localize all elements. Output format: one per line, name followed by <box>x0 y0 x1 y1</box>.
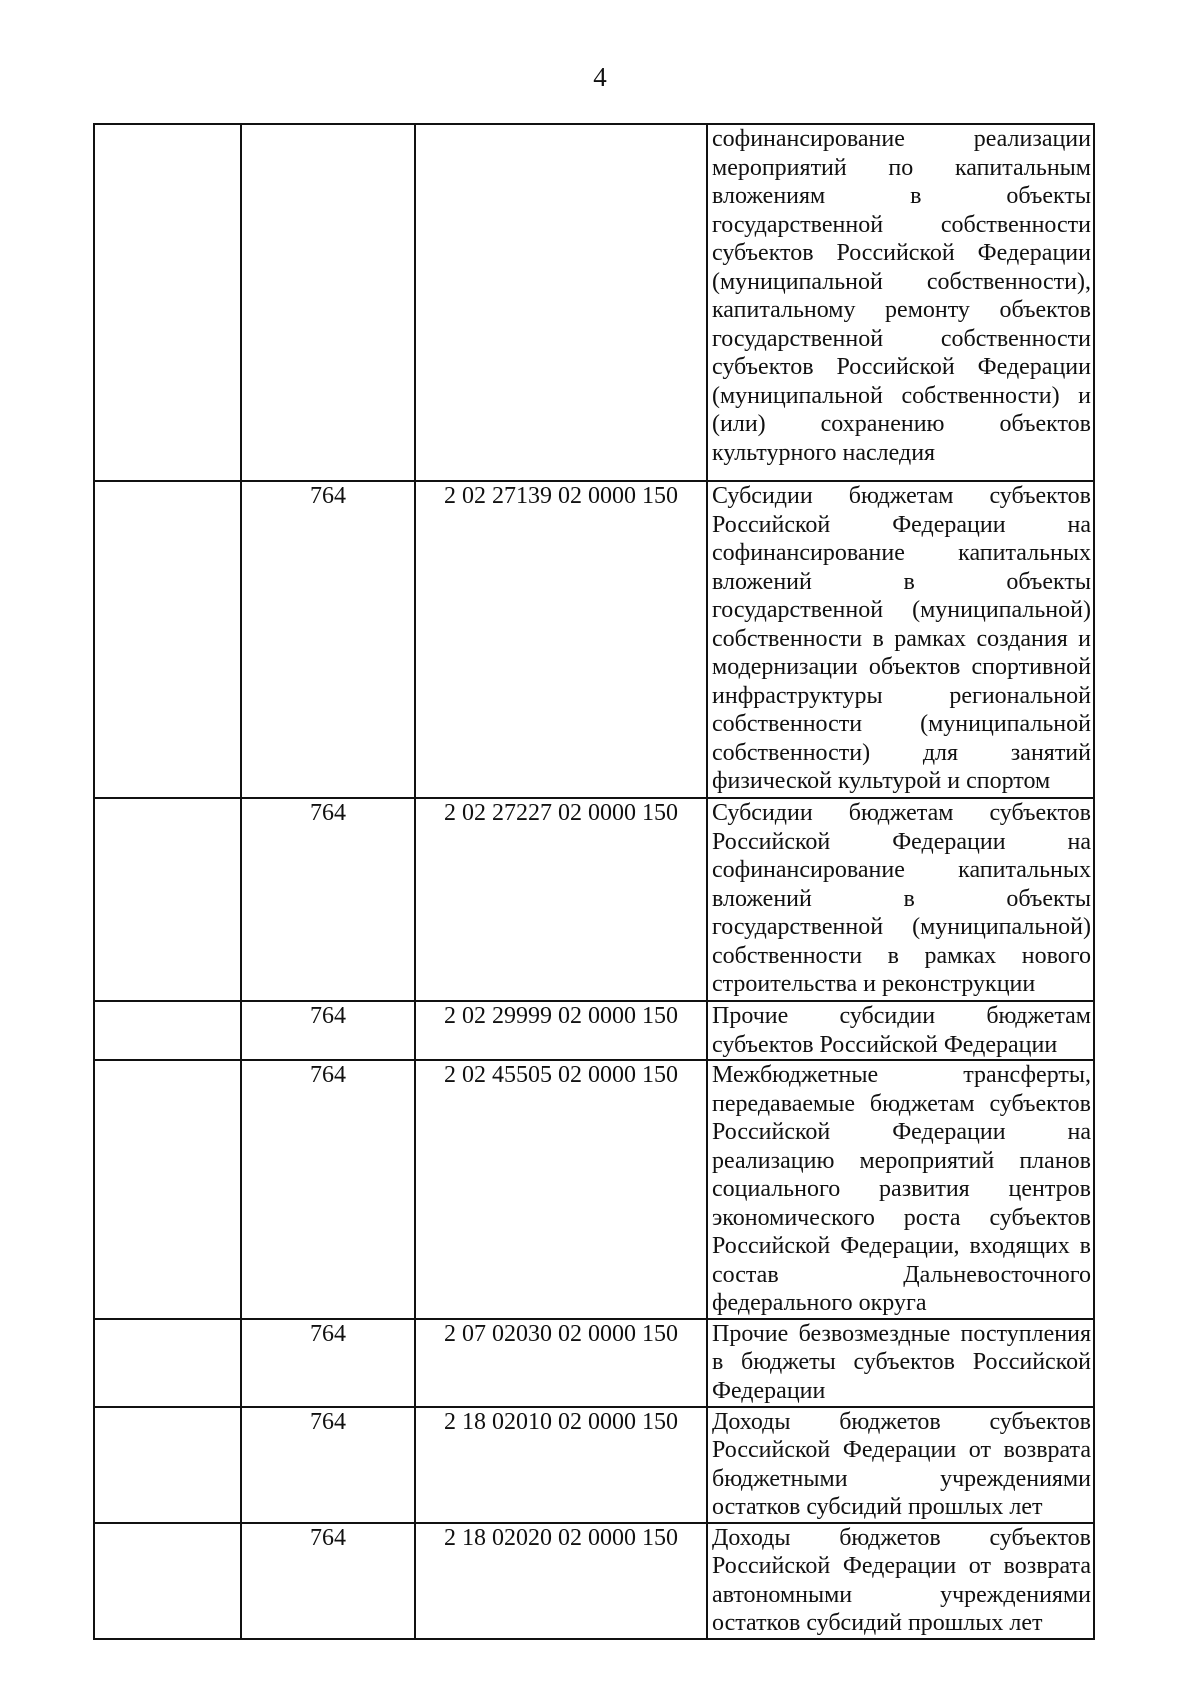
table-row <box>94 798 1094 1001</box>
admin-code-cell: 764 <box>241 481 415 798</box>
table-row <box>94 1407 1094 1523</box>
table-row <box>94 1060 1094 1319</box>
description-text: Межбюджетные трансферты, передаваемые бюджетам субъектов Российской Федерации на реализацию мероприятий планов социального развития центров экономического роста субъектов Российской Федерации, входящих в состав Дальневосточного федерального округа <box>712 1062 1091 1316</box>
admin-code-cell: 764 <box>241 798 415 1001</box>
description-cell <box>707 481 1094 798</box>
budget-code-cell: 2 07 02030 02 0000 150 <box>415 1319 707 1407</box>
description-text: Доходы бюджетов субъектов Российской Федерации от возврата бюджетными учреждениями остатков субсидий прошлых лет <box>712 1408 1091 1520</box>
description-cell <box>707 798 1094 1001</box>
budget-code-cell: 2 02 27139 02 0000 150 <box>415 481 707 798</box>
page-number: 4 <box>593 62 607 92</box>
empty-cell <box>94 1001 241 1060</box>
description-cell <box>707 1407 1094 1523</box>
table-row <box>94 124 1094 481</box>
budget-code-cell: 2 02 29999 02 0000 150 <box>415 1001 707 1060</box>
description-cell <box>707 1001 1094 1060</box>
table-row <box>94 481 1094 798</box>
description-text: софинансирование реализации мероприятий по капитальным вложениям в объекты государственной собственности субъектов Российской Федерации (муниципальной собственности), капитальному ремонту объектов государственной собственности субъектов Российской Федерации (муниципальной собственности) и (или) сохранению объектов культурного наследия <box>712 126 1091 466</box>
description-cell <box>707 1523 1094 1639</box>
budget-code-cell: 2 18 02020 02 0000 150 <box>415 1523 707 1639</box>
admin-code-cell: 764 <box>241 1407 415 1523</box>
empty-cell <box>94 124 241 481</box>
budget-classification-table <box>93 123 1095 1640</box>
table-row <box>94 1523 1094 1639</box>
budget-code-cell: 2 18 02010 02 0000 150 <box>415 1407 707 1523</box>
description-cell <box>707 124 1094 481</box>
table-row <box>94 1001 1094 1060</box>
empty-cell <box>94 1060 241 1319</box>
admin-code-cell: 764 <box>241 1060 415 1319</box>
description-cell <box>707 1060 1094 1319</box>
description-text: Прочие субсидии бюджетам субъектов Российской Федерации <box>712 1003 1091 1058</box>
description-text: Субсидии бюджетам субъектов Российской Федерации на софинансирование капитальных вложений в объекты государственной (муниципальной) собственности в рамках создания и модернизации объектов спортивной инфраструктуры региональной собственности (муниципальной собственности) для занятий физической культурой и спортом <box>712 483 1091 794</box>
table-row <box>94 1319 1094 1407</box>
admin-code-cell: 764 <box>241 1001 415 1060</box>
budget-code-cell: 2 02 27227 02 0000 150 <box>415 798 707 1001</box>
empty-cell <box>94 1523 241 1639</box>
admin-code-cell: 764 <box>241 1523 415 1639</box>
description-text: Субсидии бюджетам субъектов Российской Федерации на софинансирование капитальных вложений в объекты государственной (муниципальной) собственности в рамках нового строительства и реконструкции <box>712 800 1091 997</box>
admin-code-cell: 764 <box>241 1319 415 1407</box>
empty-cell <box>94 1319 241 1407</box>
empty-cell <box>94 481 241 798</box>
description-text: Прочие безвозмездные поступления в бюджеты субъектов Российской Федерации <box>712 1320 1091 1404</box>
admin-code-cell <box>241 124 415 481</box>
empty-cell <box>94 1407 241 1523</box>
budget-code-cell <box>415 124 707 481</box>
description-cell <box>707 1319 1094 1407</box>
description-text: Доходы бюджетов субъектов Российской Федерации от возврата автономными учреждениями остатков субсидий прошлых лет <box>712 1524 1091 1636</box>
empty-cell <box>94 798 241 1001</box>
budget-code-cell: 2 02 45505 02 0000 150 <box>415 1060 707 1319</box>
